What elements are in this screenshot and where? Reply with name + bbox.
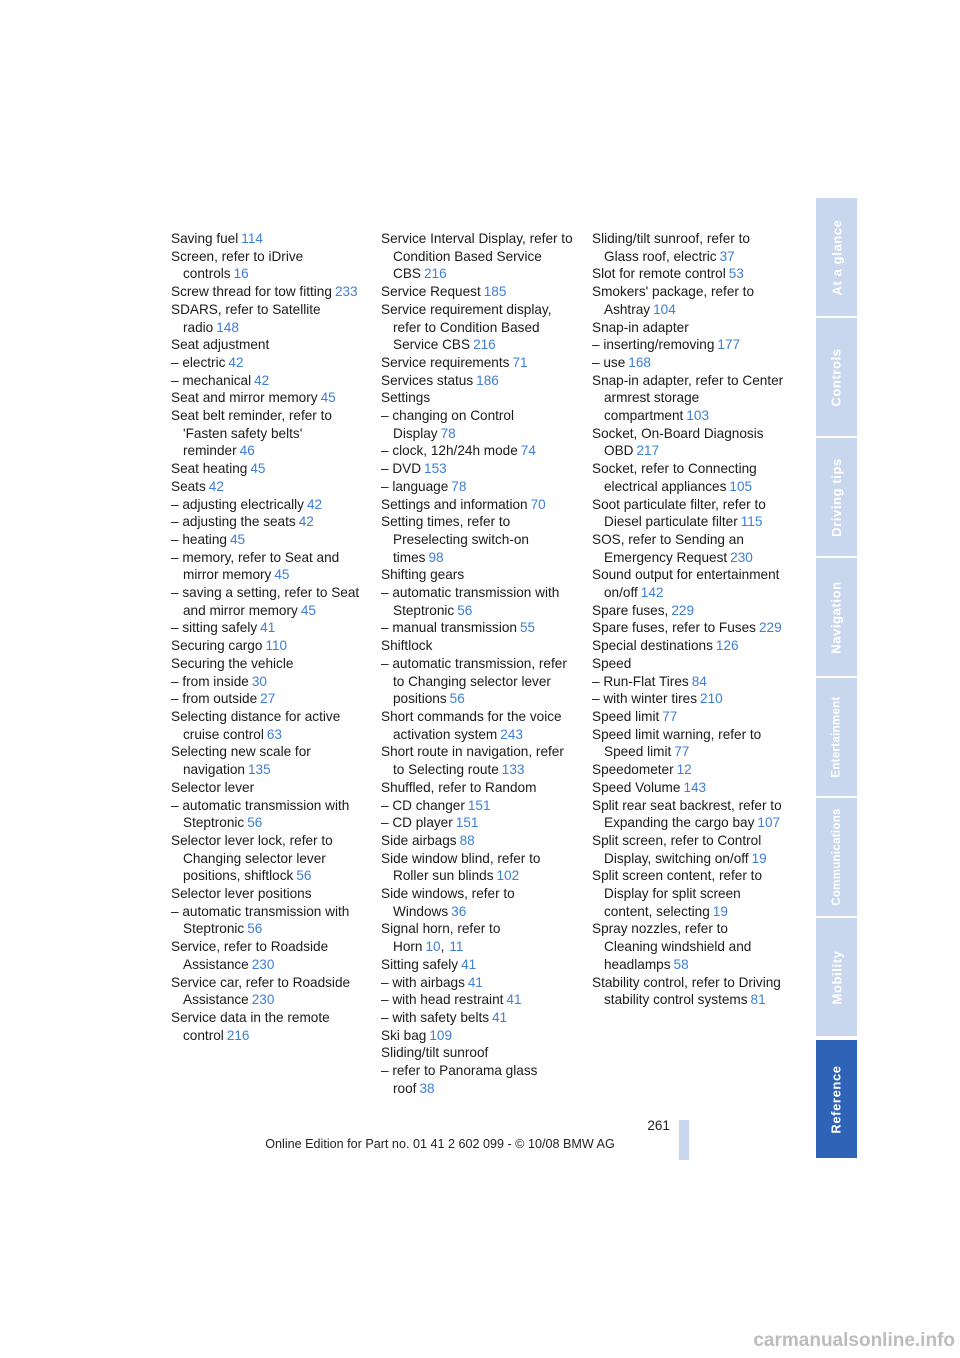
tab-reference[interactable] — [816, 1040, 857, 1158]
index-entry — [592, 673, 784, 691]
index-entry — [381, 619, 573, 637]
index-entry — [592, 867, 784, 920]
index-entry — [171, 478, 363, 496]
index-term: Saving fuel — [171, 231, 239, 246]
index-term: Socket, refer to Connecting electrical appliances — [592, 461, 757, 494]
page-link[interactable]: 53 — [728, 266, 744, 282]
tab-controls[interactable] — [816, 318, 857, 436]
index-entry — [381, 814, 573, 832]
page-link[interactable]: 41 — [506, 992, 522, 1008]
index-entry — [171, 248, 363, 283]
index-entry — [171, 584, 363, 619]
page-link[interactable]: 55 — [520, 620, 536, 636]
index-entry — [592, 619, 784, 637]
index-entry — [381, 460, 573, 478]
index-entry — [592, 655, 784, 673]
index-entry — [592, 531, 784, 566]
page-link[interactable]: 70 — [530, 496, 546, 512]
watermark: carmanualsonline.info — [753, 1330, 955, 1351]
index-entry — [381, 832, 573, 850]
index-term: Setting times, refer to Preselecting switch-on times — [381, 514, 529, 565]
index-term: Snap-in adapter, refer to Center armrest storage compartment — [592, 372, 784, 424]
index-term: – sitting safely — [171, 620, 258, 636]
index-entry — [381, 920, 573, 955]
index-term: – with safety belts — [381, 1009, 490, 1025]
page-link[interactable]: 41 — [260, 620, 276, 636]
index-term: Seat adjustment — [171, 337, 270, 353]
index-term: Split rear seat backrest, refer to Expanding the cargo bay — [592, 797, 782, 831]
page-link[interactable]: 153 — [424, 461, 447, 477]
index-entry — [171, 690, 363, 708]
index-term: – CD player — [381, 815, 453, 831]
index-entry — [381, 442, 573, 460]
index-entry — [592, 372, 784, 425]
page-link[interactable]: 110 — [265, 638, 288, 654]
page-link[interactable]: 216 — [473, 337, 496, 353]
index-entry — [171, 549, 363, 584]
index-entry — [171, 336, 363, 354]
page-link[interactable]: 98 — [428, 549, 444, 565]
index-entry — [171, 619, 363, 637]
index-entry — [381, 389, 573, 407]
index-term: Sliding/tilt sunroof — [381, 1045, 489, 1061]
page-link[interactable]: 229 — [758, 620, 782, 636]
index-term: Split screen content, refer to Display for split screen content, selecting — [592, 868, 763, 919]
index-entry — [171, 372, 363, 390]
index-term: – use — [592, 354, 626, 370]
index-entry — [381, 584, 573, 619]
index-entry — [171, 1009, 363, 1044]
index-entry — [592, 832, 784, 867]
page-link[interactable]: 229 — [671, 602, 695, 618]
index-term: Soot particulate filter, refer to Diesel particulate filter — [592, 496, 766, 530]
index-term: Shuffled, refer to Random — [381, 779, 537, 795]
index-term: Side airbags — [381, 832, 457, 848]
index-term: Selector lever lock, refer to Changing selector lever positions, shiftlock — [171, 832, 333, 884]
page-link[interactable]: 12 — [676, 762, 692, 778]
page-link[interactable]: 216 — [226, 1027, 250, 1043]
page-link[interactable]: 45 — [274, 567, 290, 583]
page-link[interactable]: 107 — [757, 815, 781, 831]
page-link[interactable]: 177 — [717, 337, 741, 353]
index-term: Spare fuses, refer to Fuses — [592, 620, 756, 636]
index-term: Signal horn, refer to Horn — [381, 921, 501, 955]
index-term: – heating — [171, 531, 227, 547]
page-link[interactable]: 168 — [628, 354, 651, 370]
index-term: Speedometer — [592, 762, 674, 778]
index-term: Special destinations — [592, 638, 713, 654]
tab-label: Entertainment — [830, 696, 843, 778]
index-entry — [381, 283, 573, 301]
index-entry — [592, 920, 784, 973]
index-entry — [592, 566, 784, 601]
page-number: 261 — [647, 1118, 670, 1133]
index-term: Service requirement display, refer to Condition Based Service CBS — [381, 301, 552, 353]
index-entry — [381, 1044, 573, 1062]
index-entry — [381, 637, 573, 655]
index-entry — [592, 797, 784, 832]
index-term: – refer to Panorama glass roof — [381, 1063, 538, 1096]
page-link[interactable]: 230 — [251, 956, 275, 972]
index-term: SDARS, refer to Satellite radio — [171, 301, 321, 335]
page-link[interactable]: 42 — [298, 514, 314, 530]
index-entry — [381, 974, 573, 992]
index-term: Selecting new scale for navigation — [171, 744, 311, 778]
index-entry — [171, 885, 363, 903]
page-link[interactable]: 42 — [306, 496, 323, 512]
index-term: – memory, refer to Seat and mirror memory — [171, 549, 340, 583]
page-link[interactable]: 45 — [320, 390, 336, 406]
index-term: Screw thread for tow fitting — [171, 284, 332, 300]
index-entry — [171, 496, 363, 514]
index-entry — [171, 301, 363, 336]
tab-label: Controls — [829, 347, 844, 407]
index-entry — [381, 779, 573, 797]
index-term: – automatic transmission with Steptronic — [171, 797, 350, 831]
index-column-1 — [171, 230, 363, 1044]
page-link[interactable]: 56 — [247, 921, 263, 937]
index-term: Service car, refer to Roadside Assistance — [171, 974, 351, 1008]
index-entry — [171, 673, 363, 691]
index-term: Sitting safely — [381, 956, 459, 972]
page-link[interactable]: 151 — [455, 815, 479, 831]
page-link[interactable]: 56 — [457, 602, 473, 618]
page-link[interactable]: 102 — [496, 868, 520, 884]
page-link[interactable]: 243 — [500, 726, 523, 742]
index-entry — [592, 761, 784, 779]
page-link[interactable]: 19 — [751, 850, 767, 866]
page-link[interactable]: 27 — [260, 691, 276, 707]
page-link[interactable]: 143 — [683, 779, 707, 795]
index-term: Stability control, refer to Driving stability control systems — [592, 974, 781, 1008]
index-term: – manual transmission — [381, 620, 517, 636]
page-link[interactable]: 16 — [233, 266, 249, 282]
index-entry — [592, 336, 784, 354]
page-link[interactable]: 185 — [483, 284, 507, 300]
index-entry — [171, 938, 363, 973]
page-link[interactable]: 45 — [300, 602, 316, 618]
page-link[interactable]: 84 — [691, 673, 707, 689]
index-term: – from outside — [171, 691, 258, 707]
index-term: – automatic transmission, refer to Changing selector lever positions — [381, 655, 567, 707]
page-link[interactable]: 88 — [459, 832, 475, 848]
page-link[interactable]: 42 — [254, 372, 270, 388]
index-term: Screen, refer to iDrive controls — [171, 248, 304, 282]
index-term: Ski bag — [381, 1027, 427, 1043]
index-entry — [592, 230, 784, 265]
index-entry — [381, 797, 573, 815]
index-term: Spray nozzles, refer to Cleaning windshield and headlamps — [592, 921, 752, 972]
index-entry — [381, 850, 573, 885]
page-link[interactable]: 36 — [451, 903, 467, 919]
page-link[interactable]: 103 — [686, 408, 710, 424]
index-term: Speed — [592, 655, 632, 671]
page-link[interactable]: 63 — [266, 726, 282, 742]
index-entry — [381, 708, 573, 743]
index-entry — [381, 354, 573, 372]
index-term: Snap-in adapter — [592, 319, 689, 335]
page-link[interactable]: 230 — [730, 549, 753, 565]
index-term: – automatic transmission with Steptronic — [381, 585, 560, 618]
index-term: Speed Volume — [592, 779, 681, 795]
index-entry — [381, 372, 573, 390]
index-entry — [171, 354, 363, 372]
index-term: Slot for remote control — [592, 266, 726, 282]
index-term: Service, refer to Roadside Assistance — [171, 939, 329, 972]
page-link[interactable]: 148 — [216, 319, 239, 335]
page-link[interactable]: 56 — [247, 815, 263, 831]
index-term: – DVD — [381, 461, 422, 477]
index-entry — [171, 903, 363, 938]
index-column-2 — [381, 230, 573, 1097]
page-link[interactable]: 46 — [239, 443, 255, 459]
index-term: Short route in navigation, refer to Selecting route — [381, 744, 564, 778]
page-link[interactable]: 42 — [228, 354, 244, 370]
page-link[interactable]: 104 — [653, 301, 676, 317]
index-entry — [171, 389, 363, 407]
index-term: Speed limit warning, refer to Speed limit — [592, 726, 762, 760]
page-link[interactable]: 74 — [520, 443, 536, 459]
page-link[interactable]: 11 — [449, 939, 464, 955]
index-term: – with winter tires — [592, 691, 698, 707]
index-entry — [381, 991, 573, 1009]
index-term: Shifting gears — [381, 567, 465, 583]
index-entry — [381, 566, 573, 584]
index-term: Split screen, refer to Control Display, switching on/off — [592, 832, 762, 866]
page-link[interactable]: 77 — [674, 744, 690, 760]
index-entry — [171, 832, 363, 885]
tab-label: Driving tips — [829, 457, 844, 537]
page-link[interactable]: 41 — [492, 1009, 508, 1025]
index-entry — [381, 478, 573, 496]
index-column-3 — [592, 230, 784, 1009]
page-link[interactable]: 109 — [429, 1027, 453, 1043]
index-entry — [592, 974, 784, 1009]
index-entry — [592, 496, 784, 531]
page-link[interactable]: 78 — [440, 425, 456, 441]
index-term: SOS, refer to Sending an Emergency Request — [592, 531, 744, 565]
page-link[interactable]: 135 — [247, 762, 271, 778]
index-entry — [171, 779, 363, 797]
page-link[interactable]: 186 — [476, 372, 499, 388]
page-link[interactable]: 42 — [208, 478, 224, 494]
page-link[interactable]: 126 — [715, 638, 739, 654]
page-link[interactable]: 81 — [750, 992, 766, 1008]
page-link[interactable]: 41 — [461, 956, 477, 972]
page-link[interactable]: 58 — [673, 956, 689, 972]
page-link[interactable]: 30 — [251, 673, 267, 689]
page-link[interactable]: 45 — [229, 531, 246, 547]
page-link[interactable]: 217 — [636, 443, 660, 459]
index-entry — [592, 354, 784, 372]
footer-note: Online Edition for Part no. 01 41 2 602 099 - © 10/08 BMW AG — [265, 1137, 615, 1151]
index-term: Seats — [171, 478, 206, 494]
page-link[interactable]: 10 — [425, 939, 441, 955]
index-entry — [171, 708, 363, 743]
page-separator: , — [440, 939, 445, 955]
tab-label: Reference — [829, 1064, 844, 1134]
index-entry — [592, 637, 784, 655]
index-term: – with airbags — [381, 974, 465, 990]
page-link[interactable]: 133 — [501, 762, 525, 778]
page-link[interactable]: 37 — [719, 248, 735, 264]
tab-entertainment[interactable] — [816, 678, 857, 796]
index-entry — [171, 513, 363, 531]
index-term: Sound output for entertainment on/off — [592, 567, 780, 601]
index-entry — [592, 602, 784, 620]
section-tabs — [816, 198, 857, 1160]
index-entry — [171, 797, 363, 832]
index-term: Smokers' package, refer to Ashtray — [592, 284, 755, 317]
index-term: Shiftlock — [381, 638, 433, 654]
index-term: – Run-Flat Tires — [592, 673, 689, 689]
index-term: Services status — [381, 372, 474, 388]
index-entry — [592, 265, 784, 283]
page-link[interactable]: 142 — [640, 585, 664, 601]
tab-label: At a glance — [829, 219, 844, 295]
tab-mobility[interactable] — [816, 918, 857, 1036]
index-term: – adjusting electrically — [171, 496, 304, 512]
index-entry — [171, 407, 363, 460]
page-link[interactable]: 77 — [662, 708, 678, 724]
index-term: Side window blind, refer to Roller sun blinds — [381, 850, 541, 884]
tab-label: Communications — [830, 808, 843, 906]
index-entry — [592, 708, 784, 726]
page-link[interactable]: 105 — [729, 478, 753, 494]
index-term: Seat belt reminder, refer to 'Fasten safety belts' reminder — [171, 408, 332, 459]
page-link[interactable]: 45 — [250, 461, 266, 477]
page-link[interactable]: 41 — [467, 974, 483, 990]
index-term: Side windows, refer to Windows — [381, 886, 515, 919]
index-entry — [592, 690, 784, 708]
index-term: Short commands for the voice activation system — [381, 708, 562, 742]
tab-navigation[interactable] — [816, 558, 857, 676]
index-term: – inserting/removing — [592, 337, 715, 353]
page-link[interactable]: 38 — [419, 1080, 435, 1096]
page-link[interactable]: 216 — [423, 266, 447, 282]
index-term: – automatic transmission with Steptronic — [171, 903, 350, 937]
index-term: Sliding/tilt sunroof, refer to Glass roof, electric — [592, 231, 750, 264]
page-link[interactable]: 233 — [334, 284, 358, 300]
index-entry — [171, 283, 363, 301]
index-entry — [381, 956, 573, 974]
index-term: – saving a setting, refer to Seat and mirror memory — [171, 585, 360, 618]
page-link[interactable]: 78 — [451, 478, 467, 494]
index-term: Service requirements — [381, 354, 510, 370]
index-term: Socket, On-Board Diagnosis OBD — [592, 425, 764, 459]
index-term: Speed limit — [592, 708, 660, 724]
page-link[interactable]: 230 — [251, 992, 275, 1008]
tab-label: Navigation — [829, 580, 844, 654]
index-term: – language — [381, 478, 449, 494]
index-term: – CD changer — [381, 797, 465, 813]
index-entry — [171, 655, 363, 673]
tab-at-a-glance[interactable] — [816, 198, 857, 316]
index-entry — [592, 283, 784, 318]
page-link[interactable]: 151 — [467, 797, 491, 813]
tab-label: Mobility — [829, 950, 844, 1004]
page-link[interactable]: 210 — [700, 691, 723, 707]
index-entry — [381, 230, 573, 283]
tab-driving-tips[interactable] — [816, 438, 857, 556]
index-entry — [381, 655, 573, 708]
index-entry — [592, 425, 784, 460]
page-link[interactable]: 56 — [449, 691, 465, 707]
index-term: – clock, 12h/24h mode — [381, 443, 518, 459]
index-entry — [381, 301, 573, 354]
index-entry — [171, 974, 363, 1009]
index-entry — [171, 230, 363, 248]
page-link[interactable]: 115 — [740, 514, 763, 530]
index-entry — [592, 319, 784, 337]
page-link[interactable]: 71 — [512, 354, 528, 370]
index-entry — [381, 743, 573, 778]
index-term: – with head restraint — [381, 992, 504, 1008]
index-entry — [592, 460, 784, 495]
index-term: Spare fuses, — [592, 602, 669, 618]
index-entry — [381, 885, 573, 920]
index-entry — [381, 1027, 573, 1045]
index-entry — [171, 637, 363, 655]
index-entry — [381, 513, 573, 566]
index-term: – adjusting the seats — [171, 514, 296, 530]
index-entry — [592, 779, 784, 797]
index-term: Service Interval Display, refer to Condition Based Service CBS — [381, 231, 573, 282]
index-term: – from inside — [171, 673, 249, 689]
index-term: Service data in the remote control — [171, 1009, 330, 1043]
page-link[interactable]: 19 — [712, 903, 728, 919]
page-number-strip — [679, 1120, 689, 1160]
index-entry — [381, 1062, 573, 1097]
index-term: – changing on Control Display — [381, 408, 515, 441]
index-term: Selecting distance for active cruise control — [171, 708, 341, 742]
index-entry — [171, 743, 363, 778]
index-entry — [381, 1009, 573, 1027]
page-link[interactable]: 114 — [241, 231, 263, 246]
index-term: Settings and information — [381, 496, 528, 512]
index-entry — [171, 460, 363, 478]
index-term: – electric — [171, 354, 226, 370]
index-entry — [171, 531, 363, 549]
index-entry — [592, 726, 784, 761]
index-term: Selector lever positions — [171, 886, 312, 902]
tab-communications[interactable] — [816, 798, 857, 916]
page-link[interactable]: 56 — [296, 868, 312, 884]
index-term: Securing cargo — [171, 638, 263, 654]
index-term: Selector lever — [171, 779, 255, 795]
index-term: Settings — [381, 390, 431, 406]
index-entry — [381, 496, 573, 514]
index-term: Seat and mirror memory — [171, 390, 318, 406]
index-term: Securing the vehicle — [171, 655, 294, 671]
index-term: – mechanical — [171, 372, 252, 388]
index-entry — [381, 407, 573, 442]
index-term: Service Request — [381, 284, 481, 300]
index-term: Seat heating — [171, 461, 248, 477]
